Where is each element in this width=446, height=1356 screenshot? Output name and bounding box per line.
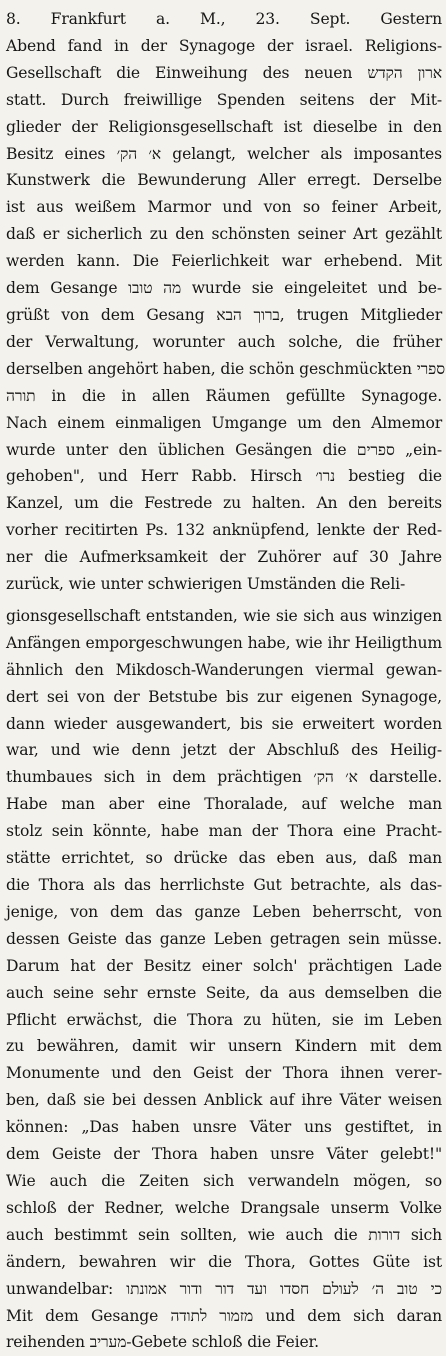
text-line: reihenden מעריב-Gebete schloß die Feier. <box>6 1333 319 1352</box>
text-line: dessen Geiste das ganze Leben getragen sein müsse. <box>6 929 442 948</box>
text-line: Mit dem Gesange מזמור לתודה und dem sich daran <box>6 1306 442 1325</box>
text-line: Habe man aber eine Thoralade, auf welche man <box>6 795 442 814</box>
text-line: der Verwaltung, worunter auch solche, die früher <box>6 332 442 351</box>
text-line: dem Geiste der Thora haben unsre Väter gelebt!" <box>6 1145 442 1164</box>
text-line: Anfängen emporgeschwungen habe, wie ihr Heiligthum <box>6 633 442 652</box>
text-line: stätte errichtet, so drücke das eben aus, daß man <box>6 849 442 868</box>
text-line: gehoben", und Herr Rabb. Hirsch נרו׳ bestieg die <box>6 467 442 486</box>
text-line: Gesellschaft die Einweihung des neuen ארון הקדש <box>6 63 442 82</box>
text-line: Kunstwerk die Bewunderung Aller erregt. Derselbe <box>6 171 442 190</box>
text-line: die Thora als das herrlichste Gut betrachte, als das- <box>6 876 442 894</box>
text-line: ähnlich den Mikdosch-Wanderungen viermal gewan- <box>6 660 442 679</box>
text-line: daß er sicherlich zu den schönsten seiner Art gezählt <box>6 225 442 244</box>
text-line: Kanzel, um die Festrede zu halten. An den bereits <box>6 494 442 513</box>
text-line: jenige, von dem das ganze Leben beherrscht, von <box>6 902 442 921</box>
text-line: vorher recitirten Ps. 132 anknüpfend, lenkte der Red- <box>6 521 442 540</box>
text-line: war, und wie denn jetzt der Abschluß des Heilig- <box>6 741 442 760</box>
text-line: derselben angehört haben, die schön geschmückten ספרי <box>6 359 445 378</box>
text-line: Monumente und den Geist der Thora ihnen verer- <box>6 1064 442 1083</box>
text-line: zu bewähren, damit wir unsern Kindern mit dem <box>6 1037 442 1056</box>
text-line: auch seine sehr ernste Seite, da aus demselben die <box>6 983 442 1002</box>
text-line: Abend fand in der Synagoge der israel. Religions- <box>6 36 442 55</box>
text-line: ner die Aufmerksamkeit der Zuhörer auf 30 Jahre <box>6 548 442 567</box>
text-line: unwandelbar: כי טוב ה׳ לעולם חסדו ועד דור ודור אמונתו <box>6 1279 442 1298</box>
text-line: statt. Durch freiwillige Spenden seitens der Mit- <box>6 90 442 109</box>
text-line: stolz sein könnte, habe man der Thora eine Pracht- <box>6 822 442 841</box>
text-line: Darum hat der Besitz einer solch' prächtigen Lade <box>6 956 442 975</box>
text-line: ändern, bewahren wir die Thora, Gottes Güte ist <box>6 1252 442 1271</box>
text-line: wurde unter den üblichen Gesängen die ספרים „ein- <box>6 440 442 459</box>
text-line: thumbaues sich in dem prächtigen א׳ הק׳ darstelle. <box>6 768 443 787</box>
text-line: Pflicht erwächst, die Thora zu hüten, sie im Leben <box>6 1010 442 1029</box>
text-line: 8. Frankfurt a. M., 23. Sept. Gestern <box>6 10 442 28</box>
text-line: Nach einem einmaligen Umgange um den Almemor <box>6 413 442 432</box>
text-line: grüßt von dem Gesang ברוך הבא, trugen Mitglieder <box>6 305 442 324</box>
text-line: ist aus weißem Marmor und von so feiner Arbeit, <box>6 198 442 217</box>
text-line: ben, daß sie bei dessen Anblick auf ihre Väter weisen <box>6 1091 442 1110</box>
text-line: dem Gesange מה טובו wurde sie eingeleitet und be- <box>6 279 442 298</box>
text-line: schloß der Redner, welche Drangsale unserm Volke <box>6 1198 442 1217</box>
text-line: dann wieder ausgewandert, bis sie erweitert worden <box>6 714 442 733</box>
article-paragraph-upper <box>6 6 445 598</box>
text-line: zurück, wie unter schwierigen Umständen die Reli- <box>6 575 406 594</box>
text-line: Besitz eines א׳ הק׳ gelangt, welcher als imposantes <box>6 144 442 163</box>
text-line: תורה in die in allen Räumen gefüllte Synagoge. <box>6 386 442 405</box>
text-line: können: „Das haben unsre Väter uns gestiftet, in <box>6 1118 442 1137</box>
text-line: dert sei von der Betstube bis zur eigenen Synagoge, <box>6 687 442 706</box>
article-paragraph-lower <box>6 603 442 1356</box>
text-line: gionsgesellschaft entstanden, wie sie sich aus winzigen <box>6 606 442 625</box>
text-line: Wie auch die Zeiten sich verwandeln mögen, so <box>6 1171 442 1190</box>
text-line: glieder der Religionsgesellschaft ist dieselbe in den <box>6 117 442 136</box>
text-line: werden kann. Die Feierlichkeit war erhebend. Mit <box>6 252 442 271</box>
text-line: auch bestimmt sein sollten, wie auch die דורות sich <box>6 1225 442 1244</box>
